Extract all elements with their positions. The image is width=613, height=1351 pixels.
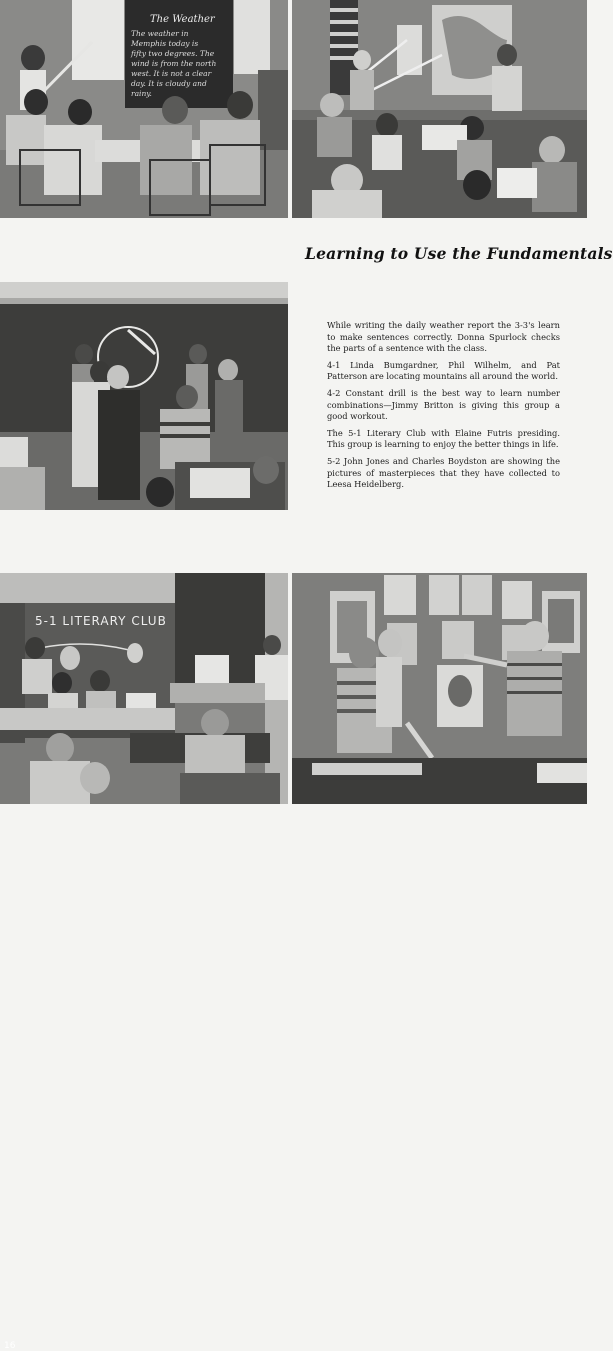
board-line: rainy. [131, 89, 152, 98]
caption-weather-report: While writing the daily weather report the 3-3's learn to make sentences correctly. Donna Spurlock checks the parts of a sentence with the class. [327, 320, 560, 354]
photo-literary-club-image [0, 573, 288, 804]
photo-weather-report-image [0, 0, 288, 218]
photo-masterpieces-image [292, 573, 587, 804]
photo-weather-report [0, 0, 288, 218]
photo-number-drill-image [0, 282, 288, 510]
board-line: Memphis today is [131, 39, 199, 48]
board-line: fifty two degrees. The [131, 49, 215, 58]
caption-block [327, 320, 560, 496]
caption-masterpieces: 5-2 John Jones and Charles Boydston are showing the pictures of masterpieces that they have collected to Leesa Heidelberg. [327, 455, 560, 490]
photo-map-lesson [292, 0, 587, 218]
page-heading: Learning to Use the Fundamentals [305, 244, 613, 263]
board-title: The Weather [150, 14, 215, 25]
page-number: 16 [4, 1341, 16, 1351]
board-line: west. It is not a clear [131, 69, 212, 78]
club-banner: 5-1 LITERARY CLUB [35, 614, 167, 628]
photo-masterpieces [292, 573, 587, 804]
board-line: day. It is cloudy and [131, 79, 207, 88]
photo-literary-club [0, 573, 288, 1351]
caption-literary-club: The 5-1 Literary Club with Elaine Futris presiding. This group is learning to enjoy the better things in life. [327, 427, 560, 450]
board-line: wind is from the north [131, 59, 217, 68]
caption-map-lesson: 4-1 Linda Bumgardner, Phil Wilhelm, and Pat Patterson are locating mountains all around the world. [327, 359, 560, 382]
caption-number-drill: 4-2 Constant drill is the best way to learn number combinations—Jimmy Britton is giving this group a good workout. [327, 387, 560, 422]
photo-number-drill [0, 282, 288, 510]
photo-map-lesson-image [292, 0, 587, 218]
board-line: The weather in [131, 29, 189, 38]
